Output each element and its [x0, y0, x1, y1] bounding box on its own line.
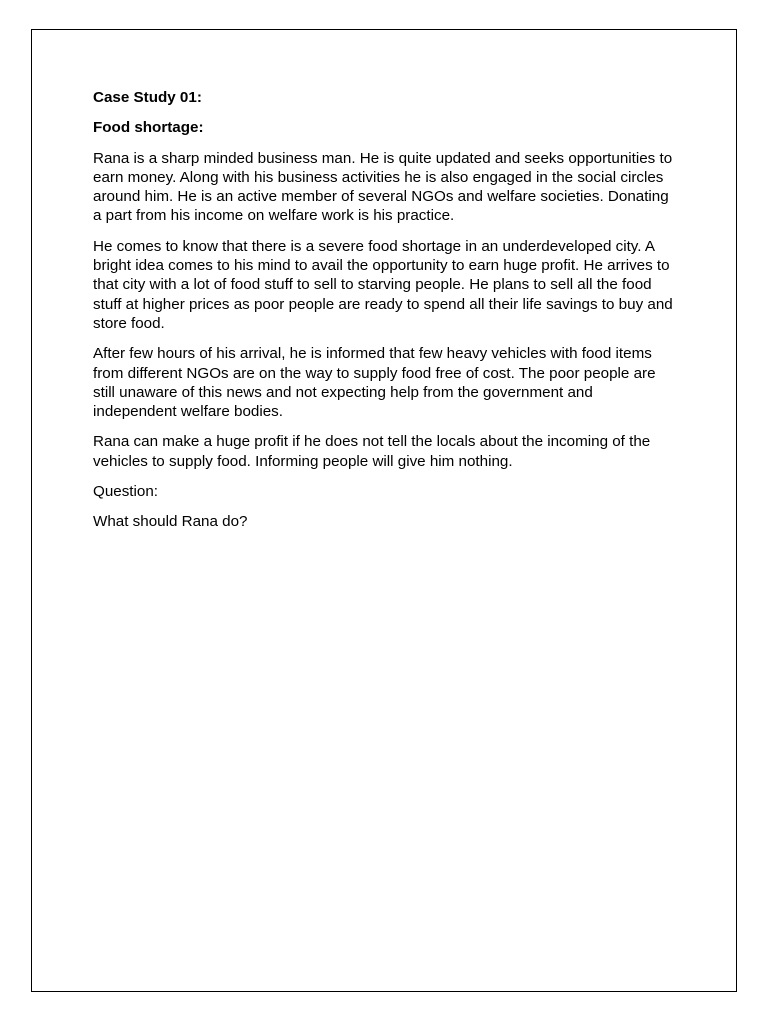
paragraph-dilemma: Rana can make a huge profit if he does not tell the locals about the incoming of the vehicles to supply food. Informing people will give him nothing. — [93, 433, 651, 470]
question-text: What should Rana do? — [93, 513, 248, 531]
paragraph-situation: He comes to know that there is a severe food shortage in an underdeveloped city. A bright idea comes to his mind to avail the opportunity to earn huge profit. He arrives to that city with a lot of food stuff to sell to starving people. He plans to sell all the food stuff at higher prices as poor people are ready to spend all their life savings to buy and store food. — [93, 237, 673, 332]
section-title: Food shortage: — [93, 119, 204, 137]
paragraph-news: After few hours of his arrival, he is informed that few heavy vehicles with food items from different NGOs are on the way to supply food free of cost. The poor people are still unaware of this news and not expecting help from the government and independent welfare bodies. — [93, 345, 656, 421]
question-label: Question: — [93, 483, 159, 501]
paragraph-intro: Rana is a sharp minded business man. He is quite updated and seeks opportunities to earn money. Along with his business activities he is also engaged in the social circles around him. He is an active member of several NGOs and welfare societies. Donating a part from his income on welfare work is his practice. — [93, 149, 673, 225]
document-body — [93, 88, 673, 543]
case-study-title: Case Study 01: — [93, 89, 202, 106]
